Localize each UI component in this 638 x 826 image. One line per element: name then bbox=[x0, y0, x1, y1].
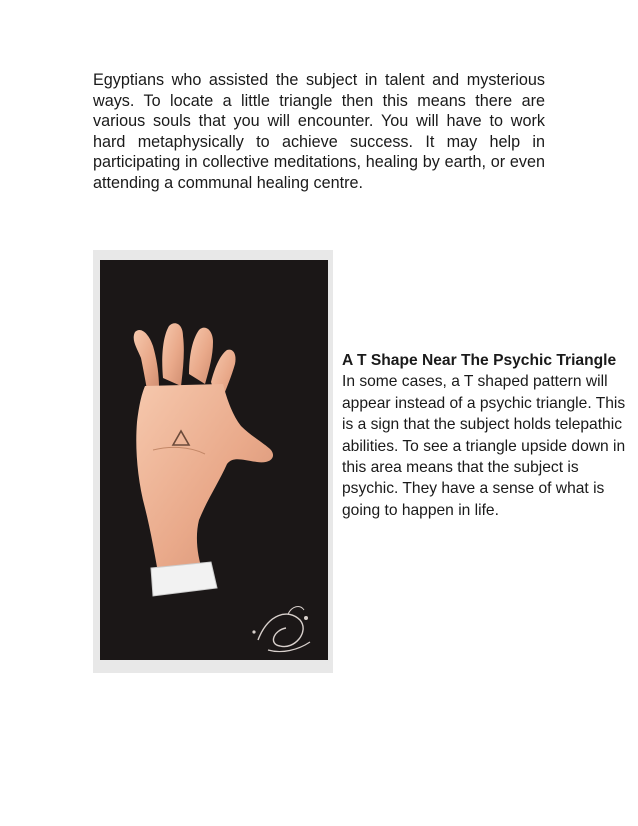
section-body: In some cases, a T shaped pattern will appear instead of a psychic triangle. This is a sign that the subject holds telepathic abilities. To see a triangle upside down in this area means that the subject is psychic. They have a sense of what is going to happen in life. bbox=[342, 373, 626, 519]
section-t-shape bbox=[342, 350, 634, 521]
palm-illustration bbox=[93, 250, 333, 673]
section-heading: A T Shape Near The Psychic Triangle bbox=[342, 352, 617, 369]
palm-illustration-card bbox=[93, 250, 333, 673]
intro-paragraph: Egyptians who assisted the subject in talent and mysterious ways. To locate a little triangle then this means there are various souls that you will encounter. You will have to work hard metaphysically to achieve success. It may help in participating in collective meditations, healing by earth, or even attending a communal healing centre. bbox=[93, 71, 545, 192]
